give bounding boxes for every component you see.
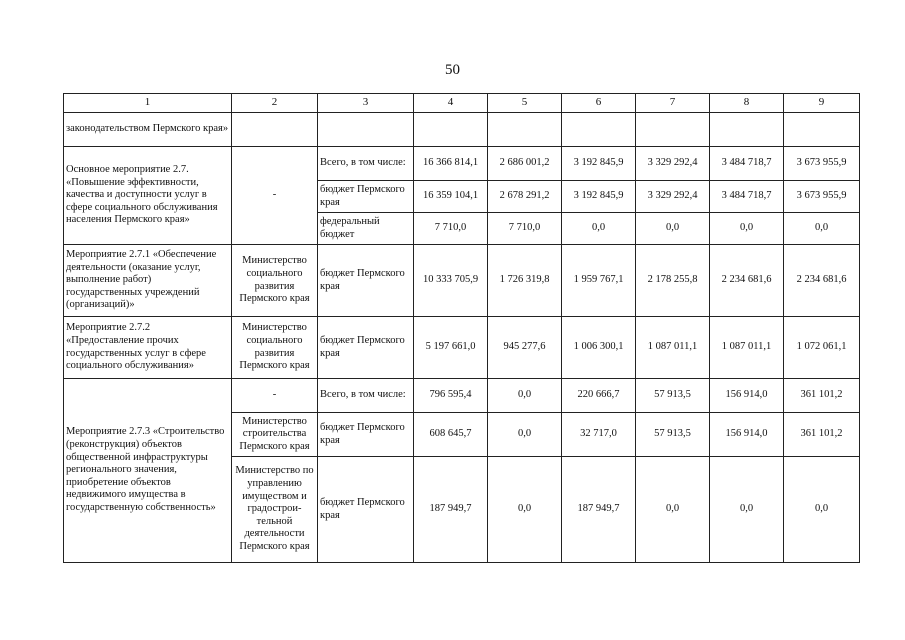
value-cell: 2 234 681,6 [784, 245, 860, 317]
activity-name: Основное мероприятие 2.7. «Повышение эффективности, качества и доступности услуг в сфере социального обслуживания населения Пермского края» [64, 147, 232, 245]
value-cell: 1 087 011,1 [636, 317, 710, 379]
value-cell: 1 072 061,1 [784, 317, 860, 379]
value-cell: 2 178 255,8 [636, 245, 710, 317]
value-cell: 3 484 718,7 [710, 181, 784, 213]
executor: - [232, 379, 318, 413]
value-cell: 10 333 705,9 [414, 245, 488, 317]
value-cell: 3 192 845,9 [562, 181, 636, 213]
value-cell: 0,0 [562, 213, 636, 245]
empty-cell [414, 113, 488, 147]
empty-cell [710, 113, 784, 147]
table-row [64, 113, 860, 147]
value-cell: 7 710,0 [488, 213, 562, 245]
table-header-row [64, 94, 860, 113]
value-cell: 796 595,4 [414, 379, 488, 413]
empty-cell [562, 113, 636, 147]
funding-source: бюджет Пермского края [318, 317, 414, 379]
value-cell: 0,0 [488, 457, 562, 563]
value-cell: 1 726 319,8 [488, 245, 562, 317]
executor: Министерство социального развития Пермского края [232, 317, 318, 379]
value-cell: 0,0 [784, 213, 860, 245]
value-cell: 3 192 845,9 [562, 147, 636, 181]
value-cell: 16 359 104,1 [414, 181, 488, 213]
value-cell: 361 101,2 [784, 413, 860, 457]
value-cell: 3 484 718,7 [710, 147, 784, 181]
value-cell: 16 366 814,1 [414, 147, 488, 181]
column-header: 8 [710, 94, 784, 113]
funding-source: Всего, в том числе: [318, 147, 414, 181]
table-row [64, 317, 860, 379]
column-header: 6 [562, 94, 636, 113]
column-header: 7 [636, 94, 710, 113]
funding-source: федеральный бюджет [318, 213, 414, 245]
empty-cell [784, 113, 860, 147]
value-cell: 156 914,0 [710, 379, 784, 413]
column-header: 4 [414, 94, 488, 113]
value-cell: 0,0 [488, 413, 562, 457]
executor: Министерство по управлению имуществом и градострои-тельной деятельности Пермского края [232, 457, 318, 563]
funding-source: Всего, в том числе: [318, 379, 414, 413]
value-cell: 0,0 [784, 457, 860, 563]
empty-cell [488, 113, 562, 147]
value-cell: 608 645,7 [414, 413, 488, 457]
value-cell: 0,0 [636, 457, 710, 563]
value-cell: 3 673 955,9 [784, 181, 860, 213]
table-row [64, 245, 860, 317]
value-cell: 1 006 300,1 [562, 317, 636, 379]
value-cell: 2 678 291,2 [488, 181, 562, 213]
funding-source: бюджет Пермского края [318, 181, 414, 213]
value-cell: 1 087 011,1 [710, 317, 784, 379]
value-cell: 3 673 955,9 [784, 147, 860, 181]
funding-source: бюджет Пермского края [318, 245, 414, 317]
value-cell: 3 329 292,4 [636, 147, 710, 181]
value-cell: 220 666,7 [562, 379, 636, 413]
value-cell: 3 329 292,4 [636, 181, 710, 213]
value-cell: 0,0 [488, 379, 562, 413]
value-cell: 0,0 [710, 457, 784, 563]
value-cell: 32 717,0 [562, 413, 636, 457]
value-cell: 5 197 661,0 [414, 317, 488, 379]
value-cell: 945 277,6 [488, 317, 562, 379]
column-header: 9 [784, 94, 860, 113]
value-cell: 7 710,0 [414, 213, 488, 245]
value-cell: 2 234 681,6 [710, 245, 784, 317]
value-cell: 187 949,7 [562, 457, 636, 563]
executor: Министерство строительства Пермского края [232, 413, 318, 457]
empty-cell [318, 113, 414, 147]
column-header: 2 [232, 94, 318, 113]
activity-name: законодательством Пермского края» [64, 113, 232, 147]
executor: - [232, 147, 318, 245]
value-cell: 0,0 [636, 213, 710, 245]
column-header: 1 [64, 94, 232, 113]
funding-source: бюджет Пермского края [318, 413, 414, 457]
value-cell: 1 959 767,1 [562, 245, 636, 317]
table-row [64, 147, 860, 181]
value-cell: 156 914,0 [710, 413, 784, 457]
value-cell: 361 101,2 [784, 379, 860, 413]
activity-name: Мероприятие 2.7.2 «Предоставление прочих государственных услуг в сфере социального обслуживания» [64, 317, 232, 379]
value-cell: 2 686 001,2 [488, 147, 562, 181]
table-row [64, 379, 860, 413]
value-cell: 0,0 [710, 213, 784, 245]
column-header: 5 [488, 94, 562, 113]
page-number: 50 [445, 62, 460, 78]
empty-cell [636, 113, 710, 147]
value-cell: 57 913,5 [636, 379, 710, 413]
funding-source: бюджет Пермского края [318, 457, 414, 563]
budget-table [63, 93, 860, 563]
column-header: 3 [318, 94, 414, 113]
value-cell: 187 949,7 [414, 457, 488, 563]
empty-cell [232, 113, 318, 147]
executor: Министерство социального развития Пермского края [232, 245, 318, 317]
activity-name: Мероприятие 2.7.1 «Обеспечение деятельности (оказание услуг, выполнение работ) государственных учреждений (организаций)» [64, 245, 232, 317]
activity-name: Мероприятие 2.7.3 «Строительство (реконструкция) объектов общественной инфраструктуры регионального значения, приобретение объектов недвижимого имущества в государственную собственность» [64, 379, 232, 563]
value-cell: 57 913,5 [636, 413, 710, 457]
